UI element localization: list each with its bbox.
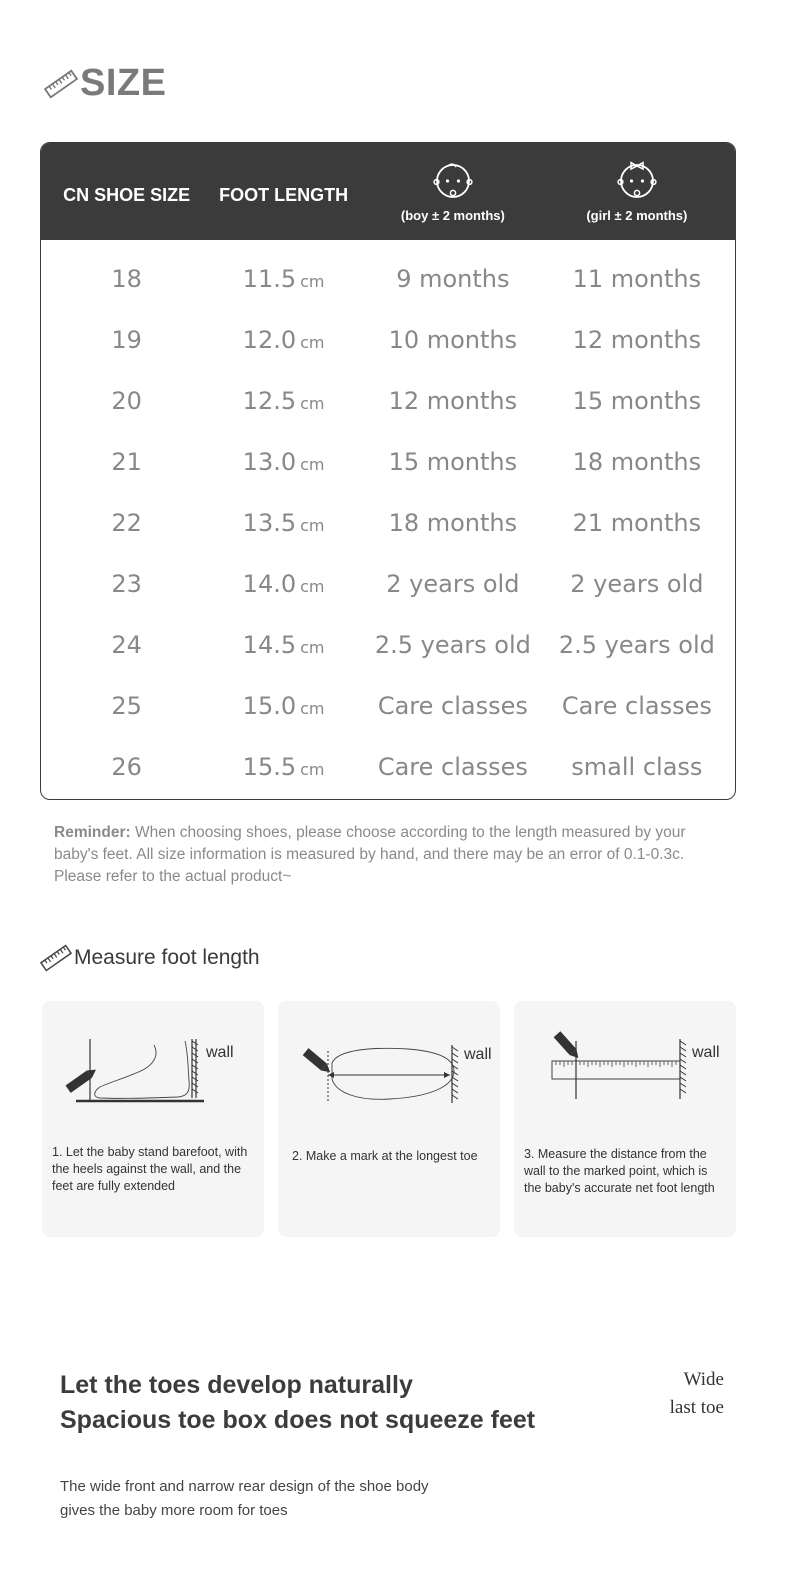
cell-length <box>200 265 367 293</box>
cell-length-unit: cm <box>300 332 325 352</box>
development-description <box>60 1475 480 1523</box>
cell-girl: 21 months <box>572 508 702 537</box>
size-table <box>40 142 736 800</box>
size-title: SIZE <box>80 62 167 104</box>
cell-length <box>200 570 367 598</box>
table-row <box>41 431 735 492</box>
cell-size: 24 <box>111 630 142 659</box>
cell-size: 21 <box>111 447 142 476</box>
cell-length-value: 14.5 <box>242 630 297 659</box>
cell-boy: Care classes <box>377 691 528 720</box>
description-line2: gives the baby more room for toes <box>60 1502 288 1519</box>
wall-label: wall <box>206 1044 234 1061</box>
step-text: 2. Make a mark at the longest toe <box>292 1149 478 1163</box>
wall-label: wall <box>692 1044 720 1061</box>
cell-boy: 15 months <box>388 447 518 476</box>
cell-length <box>200 509 367 537</box>
table-header <box>41 143 735 240</box>
cell-boy: 18 months <box>388 508 518 537</box>
baby-girl-icon <box>616 160 658 202</box>
table-row <box>41 492 735 553</box>
cell-length-value: 15.0 <box>242 691 297 720</box>
table-row <box>41 248 735 309</box>
wide-toe-label <box>670 1366 724 1422</box>
cell-length-unit: cm <box>300 393 325 413</box>
cell-girl: 11 months <box>572 264 702 293</box>
header-girl <box>539 143 735 240</box>
development-title-line1: Let the toes develop naturally <box>60 1371 413 1399</box>
cell-girl: 15 months <box>572 386 702 415</box>
cell-size: 18 <box>111 264 142 293</box>
measure-heading <box>40 942 260 974</box>
header-foot-length <box>200 143 367 240</box>
step-card <box>42 1001 264 1237</box>
cell-size: 20 <box>111 386 142 415</box>
header-shoe-size-label: CN SHOE SIZE <box>63 185 191 205</box>
cell-length-unit: cm <box>300 637 325 657</box>
header-shoe-size <box>41 143 200 240</box>
cell-length-unit: cm <box>300 698 325 718</box>
cell-length-unit: cm <box>300 454 325 474</box>
measure-title: Measure foot length <box>74 946 260 969</box>
cell-boy: 10 months <box>388 325 518 354</box>
cell-length-value: 12.5 <box>242 386 297 415</box>
baby-boy-icon <box>432 160 474 202</box>
cell-length-value: 11.5 <box>242 264 297 293</box>
cell-girl: 12 months <box>572 325 702 354</box>
table-row <box>41 309 735 370</box>
wide-label-line1: Wide <box>683 1369 724 1390</box>
header-boy-label: (boy ± 2 months) <box>400 208 505 223</box>
table-row <box>41 675 735 736</box>
cell-length <box>200 631 367 659</box>
cell-size: 25 <box>111 691 142 720</box>
mark-longest-toe-illustration <box>278 1001 500 1131</box>
cell-boy: 9 months <box>396 264 510 293</box>
size-heading <box>44 62 166 105</box>
cell-girl: Care classes <box>561 691 712 720</box>
cell-boy: Care classes <box>377 752 528 781</box>
reminder-note <box>54 822 734 888</box>
step-text: 3. Measure the distance from the wall to the marked point, which is the baby's accurate net foot length <box>524 1147 715 1195</box>
measure-distance-illustration <box>514 1001 736 1131</box>
cell-length-unit: cm <box>300 576 325 596</box>
cell-girl: 2 years old <box>570 569 704 598</box>
development-title <box>60 1368 535 1438</box>
table-row <box>41 614 735 675</box>
cell-length-unit: cm <box>300 271 325 291</box>
foot-against-wall-illustration <box>42 1001 264 1131</box>
cell-length-unit: cm <box>300 515 325 535</box>
cell-length-value: 14.0 <box>242 569 297 598</box>
table-row <box>41 553 735 614</box>
table-row <box>41 370 735 431</box>
cell-size: 26 <box>111 752 142 781</box>
step-text: 1. Let the baby stand barefoot, with the heels against the wall, and the feet are fully extended <box>52 1145 248 1193</box>
cell-length-value: 13.5 <box>242 508 297 537</box>
wide-label-line2: last toe <box>669 1397 724 1418</box>
ruler-icon <box>44 67 78 101</box>
reminder-label: Reminder: <box>54 824 131 841</box>
development-title-line2: Spacious toe box does not squeeze feet <box>60 1406 536 1434</box>
wall-label: wall <box>464 1046 492 1063</box>
cell-length-unit: cm <box>300 759 325 779</box>
header-girl-label: (girl ± 2 months) <box>586 208 688 223</box>
cell-length <box>200 326 367 354</box>
cell-size: 19 <box>111 325 142 354</box>
step-card <box>278 1001 500 1237</box>
cell-girl: 18 months <box>572 447 702 476</box>
step-card <box>514 1001 736 1237</box>
cell-girl: small class <box>571 752 703 781</box>
cell-length-value: 15.5 <box>242 752 297 781</box>
cell-girl: 2.5 years old <box>558 630 715 659</box>
cell-boy: 2.5 years old <box>374 630 531 659</box>
table-body <box>41 240 735 797</box>
cell-boy: 12 months <box>388 386 518 415</box>
reminder-text: When choosing shoes, please choose according to the length measured by your baby's feet. All size information is measured by hand, and there may be an error of 0.1-0.3c. Please refer to the actual product~ <box>54 824 686 885</box>
cell-length <box>200 448 367 476</box>
cell-boy: 2 years old <box>386 569 520 598</box>
description-line1: The wide front and narrow rear design of the shoe body <box>60 1478 429 1495</box>
cell-length <box>200 387 367 415</box>
table-row <box>41 736 735 797</box>
cell-length <box>200 692 367 720</box>
cell-size: 23 <box>111 569 142 598</box>
header-foot-length-label: FOOT LENGTH <box>219 185 349 205</box>
cell-length <box>200 753 367 781</box>
cell-size: 22 <box>111 508 142 537</box>
cell-length-value: 13.0 <box>242 447 297 476</box>
ruler-icon <box>40 942 72 974</box>
header-boy <box>367 143 539 240</box>
cell-length-value: 12.0 <box>242 325 297 354</box>
